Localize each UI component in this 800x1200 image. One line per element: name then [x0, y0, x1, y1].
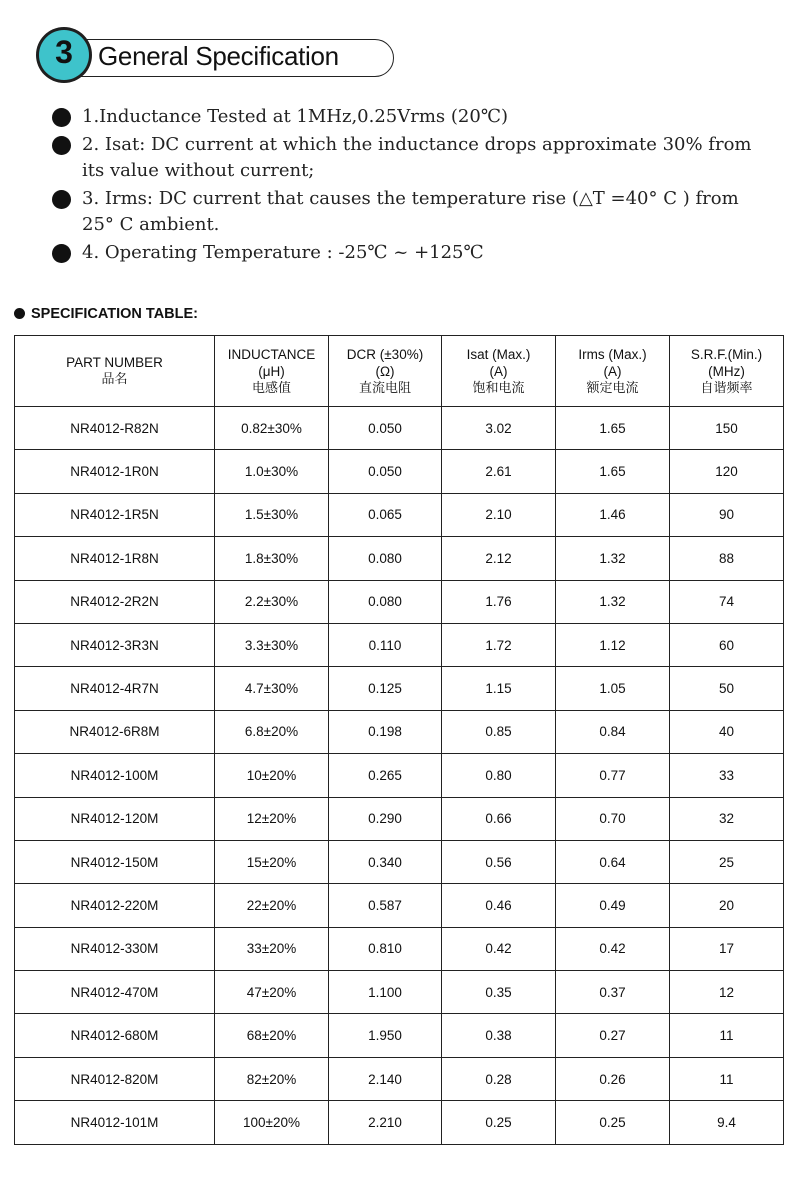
cell-irms: 1.65 [556, 407, 670, 450]
column-header-isat-line2: (A) [489, 363, 508, 379]
cell-inductance: 0.82±30% [215, 407, 329, 450]
table-row [15, 407, 784, 450]
spec-note [52, 104, 772, 131]
table-row [15, 840, 784, 883]
table-row [15, 537, 784, 580]
cell-dcr: 0.080 [329, 537, 442, 580]
column-header-irms-line1: Irms (Max.) [578, 346, 647, 362]
cell-dcr: 0.587 [329, 884, 442, 927]
cell-part-number: NR4012-1R5N [15, 493, 215, 536]
cell-part-number: NR4012-220M [15, 884, 215, 927]
table-row [15, 623, 784, 666]
cell-isat: 3.02 [442, 407, 556, 450]
cell-isat: 1.72 [442, 623, 556, 666]
specification-table [14, 335, 784, 1145]
spec-note-text: 2. Isat: DC current at which the inductance drops approximate 30% from its value without current; [82, 133, 752, 181]
cell-srf: 60 [670, 623, 784, 666]
spec-note-text: 1.Inductance Tested at 1MHz,0.25Vrms (20℃) [82, 106, 508, 127]
cell-part-number: NR4012-120M [15, 797, 215, 840]
cell-srf: 9.4 [670, 1101, 784, 1144]
column-header-irms [556, 336, 670, 407]
cell-irms: 0.70 [556, 797, 670, 840]
cell-irms: 0.84 [556, 710, 670, 753]
cell-inductance: 100±20% [215, 1101, 329, 1144]
cell-part-number: NR4012-2R2N [15, 580, 215, 623]
cell-isat: 0.28 [442, 1057, 556, 1100]
column-header-isat-line1: Isat (Max.) [466, 346, 531, 362]
cell-part-number: NR4012-101M [15, 1101, 215, 1144]
spec-table-heading [14, 306, 198, 322]
cell-part-number: NR4012-4R7N [15, 667, 215, 710]
spec-note [52, 186, 772, 239]
spec-note-text: 4. Operating Temperature : -25℃ ~ +125℃ [82, 241, 484, 263]
column-header-srf [670, 336, 784, 407]
column-header-isat [442, 336, 556, 407]
column-header-part-number-cn: 品名 [101, 372, 128, 387]
cell-dcr: 0.050 [329, 407, 442, 450]
table-row [15, 1014, 784, 1057]
bullet-icon [52, 244, 71, 263]
cell-isat: 0.35 [442, 971, 556, 1014]
cell-srf: 120 [670, 450, 784, 493]
cell-dcr: 0.265 [329, 754, 442, 797]
cell-dcr: 1.100 [329, 971, 442, 1014]
cell-inductance: 3.3±30% [215, 623, 329, 666]
table-row [15, 1057, 784, 1100]
cell-inductance: 2.2±30% [215, 580, 329, 623]
cell-inductance: 10±20% [215, 754, 329, 797]
cell-irms: 1.32 [556, 537, 670, 580]
cell-srf: 12 [670, 971, 784, 1014]
cell-isat: 2.10 [442, 493, 556, 536]
spec-table-title: SPECIFICATION TABLE: [31, 306, 199, 322]
cell-irms: 0.37 [556, 971, 670, 1014]
column-header-srf-cn: 自谐频率 [700, 380, 753, 396]
cell-isat: 0.80 [442, 754, 556, 797]
cell-dcr: 1.950 [329, 1014, 442, 1057]
cell-dcr: 0.050 [329, 450, 442, 493]
section-number: 3 [55, 34, 73, 70]
cell-isat: 0.25 [442, 1101, 556, 1144]
cell-irms: 0.25 [556, 1101, 670, 1144]
cell-inductance: 33±20% [215, 927, 329, 970]
cell-isat: 1.15 [442, 667, 556, 710]
cell-irms: 1.46 [556, 493, 670, 536]
table-row [15, 710, 784, 753]
column-header-part-number [15, 336, 215, 407]
column-header-inductance [215, 336, 329, 407]
cell-inductance: 22±20% [215, 884, 329, 927]
section-number-badge [36, 27, 92, 83]
cell-inductance: 1.8±30% [215, 537, 329, 580]
cell-inductance: 1.0±30% [215, 450, 329, 493]
cell-dcr: 0.198 [329, 710, 442, 753]
cell-part-number: NR4012-100M [15, 754, 215, 797]
column-header-dcr [329, 336, 442, 407]
column-header-srf-line2: (MHz) [708, 363, 745, 379]
column-header-dcr-line2: (Ω) [375, 363, 395, 379]
cell-part-number: NR4012-470M [15, 971, 215, 1014]
table-row [15, 884, 784, 927]
spec-notes-list [52, 104, 772, 267]
column-header-dcr-cn: 直流电阻 [358, 380, 411, 396]
cell-dcr: 0.340 [329, 840, 442, 883]
cell-isat: 0.56 [442, 840, 556, 883]
cell-srf: 20 [670, 884, 784, 927]
cell-srf: 40 [670, 710, 784, 753]
cell-irms: 1.05 [556, 667, 670, 710]
table-row [15, 667, 784, 710]
section-title: General Specification [98, 41, 339, 71]
cell-isat: 0.46 [442, 884, 556, 927]
cell-inductance: 6.8±20% [215, 710, 329, 753]
cell-part-number: NR4012-3R3N [15, 623, 215, 666]
column-header-inductance-cn: 电感值 [251, 380, 291, 396]
cell-part-number: NR4012-1R0N [15, 450, 215, 493]
cell-dcr: 2.210 [329, 1101, 442, 1144]
cell-inductance: 47±20% [215, 971, 329, 1014]
cell-irms: 0.49 [556, 884, 670, 927]
section-header [36, 27, 366, 83]
cell-isat: 0.38 [442, 1014, 556, 1057]
cell-srf: 50 [670, 667, 784, 710]
bullet-icon [14, 308, 25, 319]
table-row [15, 971, 784, 1014]
cell-srf: 150 [670, 407, 784, 450]
table-row [15, 1101, 784, 1144]
spec-note [52, 132, 772, 185]
cell-irms: 0.26 [556, 1057, 670, 1100]
cell-irms: 0.77 [556, 754, 670, 797]
table-header-row [15, 336, 784, 407]
cell-irms: 1.32 [556, 580, 670, 623]
cell-dcr: 0.290 [329, 797, 442, 840]
cell-srf: 11 [670, 1057, 784, 1100]
cell-inductance: 12±20% [215, 797, 329, 840]
table-row [15, 927, 784, 970]
cell-isat: 2.61 [442, 450, 556, 493]
cell-inductance: 15±20% [215, 840, 329, 883]
cell-inductance: 82±20% [215, 1057, 329, 1100]
column-header-inductance-line2: (μH) [258, 363, 285, 379]
column-header-irms-cn: 额定电流 [586, 380, 639, 396]
cell-part-number: NR4012-820M [15, 1057, 215, 1100]
cell-srf: 74 [670, 580, 784, 623]
cell-isat: 2.12 [442, 537, 556, 580]
bullet-icon [52, 108, 71, 127]
cell-dcr: 0.810 [329, 927, 442, 970]
column-header-srf-line1: S.R.F.(Min.) [690, 346, 763, 362]
cell-part-number: NR4012-330M [15, 927, 215, 970]
cell-dcr: 0.125 [329, 667, 442, 710]
table-row [15, 493, 784, 536]
cell-srf: 88 [670, 537, 784, 580]
cell-srf: 17 [670, 927, 784, 970]
cell-isat: 1.76 [442, 580, 556, 623]
cell-inductance: 4.7±30% [215, 667, 329, 710]
cell-irms: 0.27 [556, 1014, 670, 1057]
column-header-part-number-line1: PART NUMBER [66, 355, 163, 370]
column-header-dcr-line1: DCR (±30%) [346, 346, 424, 362]
cell-irms: 0.64 [556, 840, 670, 883]
cell-part-number: NR4012-1R8N [15, 537, 215, 580]
cell-srf: 90 [670, 493, 784, 536]
table-body [15, 407, 784, 1145]
cell-inductance: 1.5±30% [215, 493, 329, 536]
cell-srf: 25 [670, 840, 784, 883]
column-header-inductance-line1: INDUCTANCE [227, 346, 316, 362]
cell-part-number: NR4012-150M [15, 840, 215, 883]
cell-part-number: NR4012-6R8M [15, 710, 215, 753]
cell-inductance: 68±20% [215, 1014, 329, 1057]
cell-irms: 0.42 [556, 927, 670, 970]
cell-irms: 1.12 [556, 623, 670, 666]
cell-dcr: 0.110 [329, 623, 442, 666]
cell-part-number: NR4012-680M [15, 1014, 215, 1057]
cell-srf: 33 [670, 754, 784, 797]
spec-note-text: 3. Irms: DC current that causes the temperature rise (△T =40° C ) from 25° C ambient. [82, 187, 739, 235]
column-header-isat-cn: 饱和电流 [472, 380, 525, 396]
cell-isat: 0.66 [442, 797, 556, 840]
cell-dcr: 0.065 [329, 493, 442, 536]
cell-isat: 0.85 [442, 710, 556, 753]
table-row [15, 754, 784, 797]
cell-srf: 32 [670, 797, 784, 840]
spec-note [52, 240, 772, 267]
cell-irms: 1.65 [556, 450, 670, 493]
cell-srf: 11 [670, 1014, 784, 1057]
cell-dcr: 2.140 [329, 1057, 442, 1100]
table-row [15, 797, 784, 840]
cell-dcr: 0.080 [329, 580, 442, 623]
cell-isat: 0.42 [442, 927, 556, 970]
bullet-icon [52, 190, 71, 209]
table-row [15, 450, 784, 493]
column-header-irms-line2: (A) [603, 363, 622, 379]
cell-part-number: NR4012-R82N [15, 407, 215, 450]
table-row [15, 580, 784, 623]
bullet-icon [52, 136, 71, 155]
